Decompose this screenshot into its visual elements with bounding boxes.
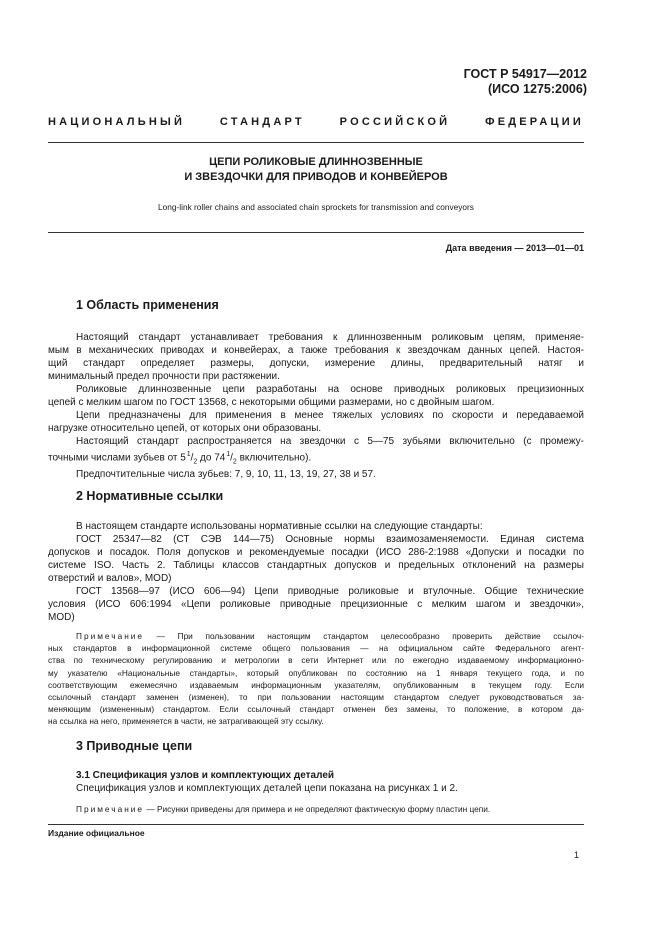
text-line: Спецификация узлов и комплектующих деталей цепи показана на рисунках 1 и 2. xyxy=(76,783,458,794)
note-line: Примечание — При пользовании настоящим стандартом целесообразно проверить действие ссылоч- xyxy=(76,631,584,641)
note-label: Примечание xyxy=(76,631,145,641)
note-line: на ссылка на него, применяется в части, не затрагивающей эту ссылку. xyxy=(48,716,324,727)
text-line: Настоящий стандарт устанавливает требования к длиннозвенным роликовым цепям, применяе- xyxy=(76,332,584,343)
subsection-3-1-heading: 3.1 Спецификация узлов и комплектующих деталей xyxy=(76,770,335,781)
english-title: Long-link roller chains and associated chain sprockets for transmission and conveyors xyxy=(158,202,474,212)
section-1-heading: 1 Область применения xyxy=(76,298,219,312)
text-line: условия (ИСО 606:1994 «Цепи роликовые приводные прецизионные с мелким шагом и звездочки», xyxy=(48,599,584,610)
text-line: отверстий и валов», MOD) xyxy=(48,573,172,584)
text-line: Роликовые длиннозвенные цепи разработаны на основе приводных роликовых прецизионных xyxy=(76,384,584,395)
text-line: допусков и посадок. Поля допусков и рекомендуемые посадки (ИСО 286-2:1988 «Допуски и посадки по xyxy=(48,547,584,558)
title-line: ЦЕПИ РОЛИКОВЫЕ ДЛИННОЗВЕННЫЕ xyxy=(209,156,423,168)
page-number: 1 xyxy=(573,850,579,860)
iso-number: (ИСО 1275:2006) xyxy=(488,82,587,96)
footer-divider xyxy=(48,824,584,825)
section-3-note xyxy=(48,803,584,815)
section-3-heading: 3 Приводные цепи xyxy=(76,739,193,753)
note-line: меняющим (измененным) стандартом. Если ссылочный стандарт отменен без замены, то положение, в котором да- xyxy=(48,704,584,715)
text-line: минимальный предел прочности при растяжении. xyxy=(48,371,280,382)
standard-code-block xyxy=(464,67,587,97)
note-line: му указателю «Национальные стандарты», который опубликован по состоянию на 1 января текущего года, и по xyxy=(48,667,584,678)
banner-word: СТАНДАРТ xyxy=(219,116,305,128)
banner-word: ФЕДЕРАЦИИ xyxy=(485,116,584,128)
text-line: цепей с мелким шагом по ГОСТ 13568, с некоторыми общими размерами, но с двойным шагом. xyxy=(48,397,495,408)
divider xyxy=(48,232,584,233)
gost-number: ГОСТ Р 54917—2012 xyxy=(463,67,587,81)
text-line: MOD) xyxy=(48,612,75,623)
divider xyxy=(48,142,584,143)
banner-word: НАЦИОНАЛЬНЫЙ xyxy=(48,116,186,128)
text-line: мым в механических приводах и конвейерах, а также требования к звездочкам данных цепей. Настоя- xyxy=(48,345,584,356)
document-title xyxy=(48,155,584,185)
note-label: Примечание xyxy=(76,804,145,814)
text-line: нагрузке относительно цепей, от которых они образованы. xyxy=(48,423,322,434)
text-line: В настоящем стандарте использованы нормативные ссылки на следующие стандарты: xyxy=(76,521,483,532)
fraction-line: точными числами зубьев от 5 $^1/_2$ до 74 $^1/_2$ включительно). xyxy=(48,451,312,466)
section-2-heading: 2 Нормативные ссылки xyxy=(76,489,224,503)
text-line: Цепи предназначены для применения в менее тяжелых условиях по скорости и передаваемой xyxy=(76,410,584,421)
text-line: системе ISO. Часть 2. Таблицы классов стандартных допусков и предельных отклонений на размеры xyxy=(48,560,584,571)
section-1-body xyxy=(48,331,584,481)
edition-label: Издание официальное xyxy=(48,828,145,838)
note-line: Примечание — Рисунки приведены для примера и не определяют фактическую форму пластин цепи. xyxy=(76,804,491,814)
text-line: ГОСТ 25347—82 (СТ СЭВ 144—75) Основные нормы взаимозаменяемости. Единая система xyxy=(76,534,584,545)
text-line: Настоящий стандарт распространяется на звездочки с 5—75 зубьями включительно (с промежу- xyxy=(76,436,584,447)
effective-date: Дата введения — 2013—01—01 xyxy=(445,243,584,253)
section-2-body xyxy=(48,520,584,624)
note-line: ства по техническому регулированию и метрологии в сети Интернет или по ежегодно издаваемому информационно- xyxy=(48,655,584,666)
text-line: щий стандарт определяет размеры, допуски, измерение длины, предварительный натяг и xyxy=(48,358,584,369)
title-line: И ЗВЕЗДОЧКИ ДЛЯ ПРИВОДОВ И КОНВЕЙЕРОВ xyxy=(184,171,448,183)
section-2-note xyxy=(48,630,584,728)
note-line: ных стандартов в информационной системе общего пользования — на официальном сайте Федерального агент- xyxy=(48,643,584,654)
section-3-body xyxy=(48,782,584,795)
national-standard-banner xyxy=(48,116,584,128)
banner-word: РОССИЙСКОЙ xyxy=(339,116,451,128)
note-line: ссылочный стандарт заменен (изменен), то при пользовании настоящим стандартом следует руководствоваться за- xyxy=(48,692,584,703)
text-line: ГОСТ 13568—97 (ИСО 606—94) Цепи приводные роликовые и втулочные. Общие технические xyxy=(76,586,584,597)
text-line: Предпочтительные числа зубьев: 7, 9, 10, 11, 13, 19, 27, 38 и 57. xyxy=(76,469,376,481)
note-line: соответствующим ежемесячно издаваемым информационным указателям, опубликованным в текущем году. Если xyxy=(48,679,584,690)
